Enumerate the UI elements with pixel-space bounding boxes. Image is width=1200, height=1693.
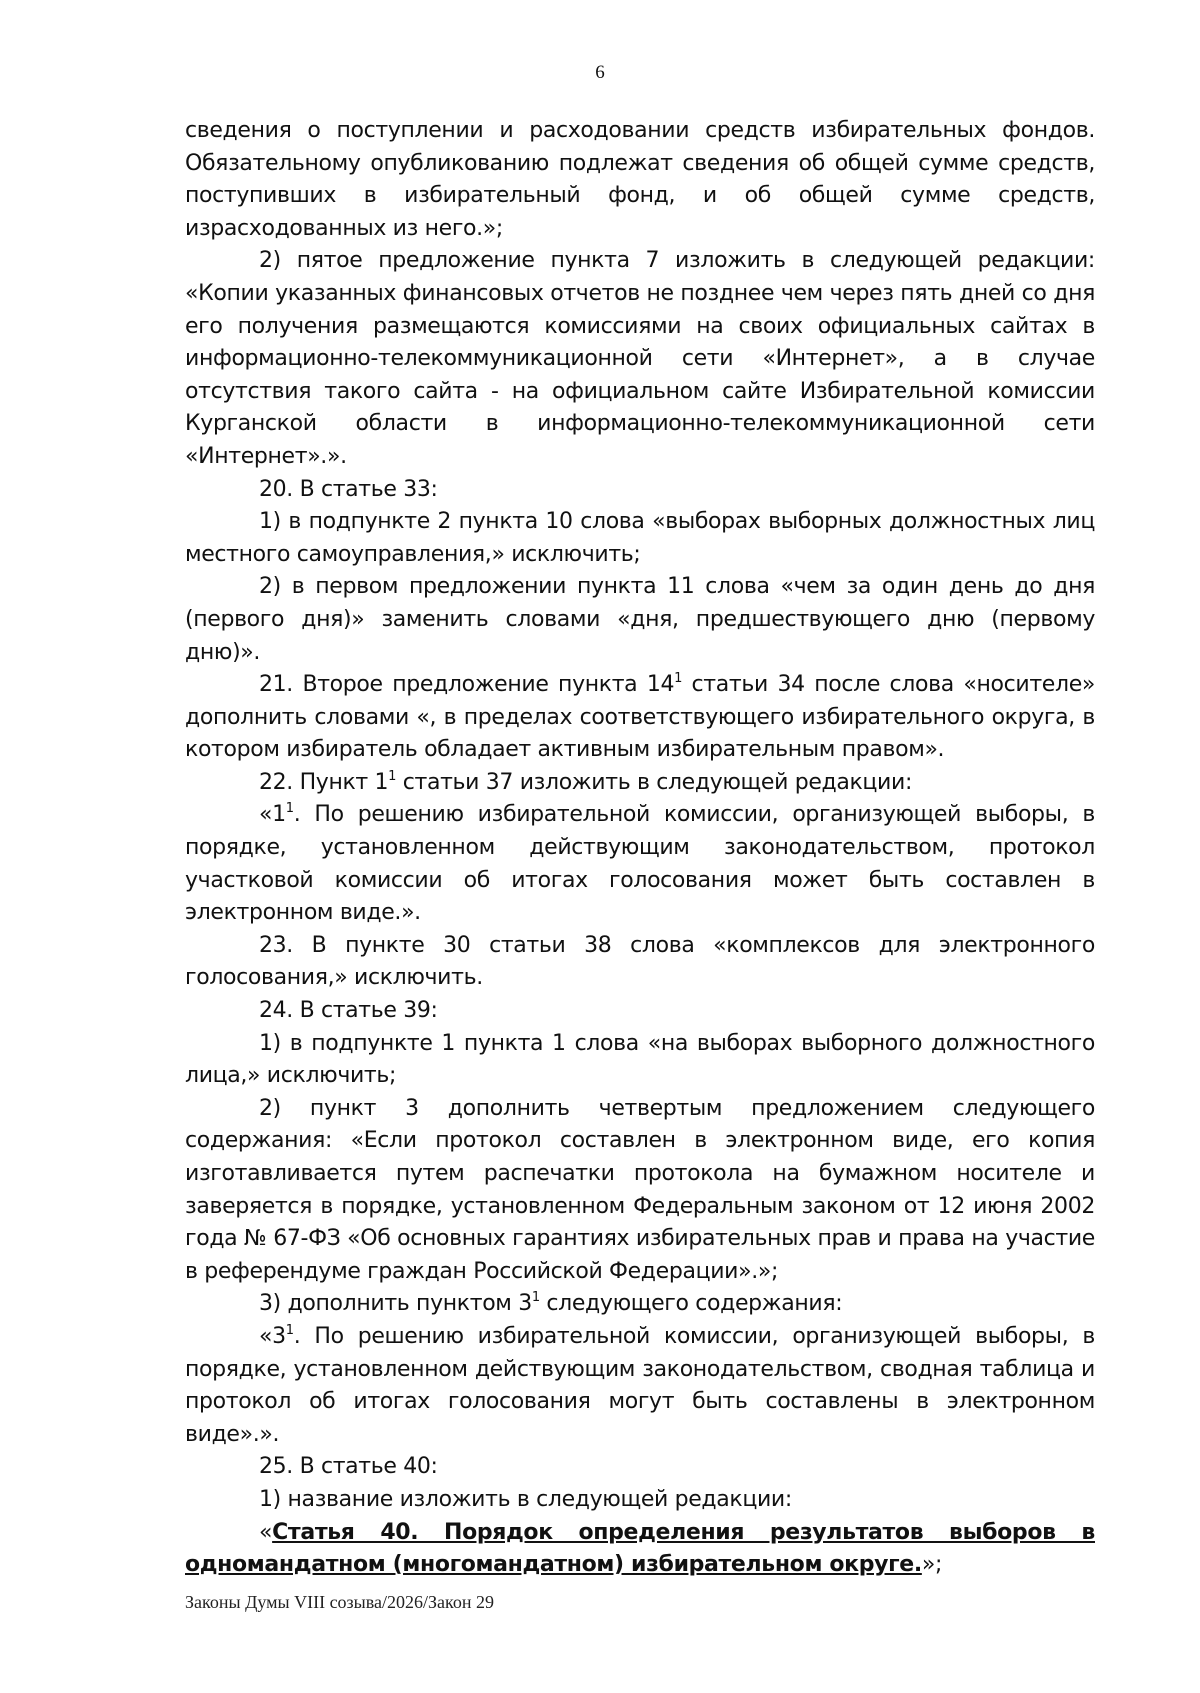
- page-number: 6: [595, 62, 605, 83]
- paragraph: сведения о поступлении и расходовании средств избирательных фондов. Обязательному опубликованию подлежат сведения об общей сумме средств, поступивших в избирательный фонд, и об общей сумме средств, израсходованных из него.»;: [185, 118, 1095, 241]
- text-run: . По решению избирательной комиссии, организующей выборы, в порядке, установленном действующим законодательством, протокол участковой комиссии об итогах голосования может быть составлен в электронном виде.».: [185, 802, 1095, 926]
- paragraph: 2) пункт 3 дополнить четвертым предложением следующего содержания: «Если протокол составлен в электронном виде, его копия изготавливается путем распечатки протокола на бумажном носителе и заверяется в порядке, установленном Федеральным законом от 12 июня 2002 года № 67-ФЗ «Об основных гарантиях избирательных прав и права на участие в референдуме граждан Российской Федерации».»;: [185, 1095, 1095, 1284]
- superscript: 1: [388, 768, 397, 784]
- text-run: 22. Пункт 1: [259, 769, 389, 795]
- paragraph: 1) название изложить в следующей редакции:: [259, 1486, 792, 1512]
- text-run: 21. Второе предложение пункта 14: [259, 672, 675, 698]
- text-run: «1: [259, 802, 286, 828]
- paragraph: [185, 1288, 1095, 1321]
- text-run: «: [259, 1519, 273, 1545]
- paragraph: [185, 799, 1095, 929]
- text-run: следующего содержания:: [539, 1291, 843, 1317]
- text-run: «3: [259, 1323, 286, 1349]
- superscript: 1: [674, 670, 683, 686]
- paragraph: [185, 1321, 1095, 1451]
- paragraph: 1) в подпункте 1 пункта 1 слова «на выборах выборного должностного лица,» исключить;: [185, 1030, 1095, 1089]
- text-run: 3) дополнить пунктом 3: [259, 1291, 532, 1317]
- paragraph: 23. В пункте 30 статьи 38 слова «комплексов для электронного голосования,» исключить.: [185, 932, 1095, 991]
- text-run: . По решению избирательной комиссии, организующей выборы, в порядке, установленном действующим законодательством, сводная таблица и протокол об итогах голосования могут быть составлены в электронном виде».».: [185, 1323, 1095, 1447]
- paragraph: [185, 1517, 1095, 1582]
- document-body: [185, 115, 1095, 1582]
- paragraph: 2) в первом предложении пункта 11 слова «чем за один день до дня (первого дня)» заменить словами «дня, предшествующего дню (первому дню)».: [185, 574, 1095, 665]
- text-run: статьи 34 после слова «носителе» дополнить словами «, в пределах соответствующего избирательного округа, в котором избиратель обладает активным избирательным правом».: [185, 672, 1095, 763]
- paragraph: 20. В статье 33:: [259, 476, 438, 502]
- paragraph: [185, 669, 1095, 767]
- article-title: Статья 40. Порядок определения результатов выборов в одномандатном (многомандатном) избирательном округе.: [185, 1519, 1095, 1578]
- paragraph: [185, 767, 1095, 800]
- paragraph: 1) в подпункте 2 пункта 10 слова «выборах выборных должностных лиц местного самоуправления,» исключить;: [185, 509, 1095, 567]
- paragraph: 25. В статье 40:: [259, 1454, 438, 1480]
- text-run: статьи 37 изложить в следующей редакции:: [396, 769, 913, 795]
- superscript: 1: [285, 801, 294, 817]
- document-footer: Законы Думы VIII созыва/2026/Закон 29: [185, 1592, 494, 1612]
- paragraph: 2) пятое предложение пункта 7 изложить в следующей редакции: «Копии указанных финансовых отчетов не позднее чем через пять дней со дня его получения размещаются комиссиями на своих официальных сайтах в информационно-телекоммуникационной сети «Интернет», а в случае отсутствия такого сайта - на официальном сайте Избирательной комиссии Курганской области в информационно-телекоммуникационной сети «Интернет».».: [185, 248, 1095, 469]
- superscript: 1: [285, 1322, 294, 1338]
- paragraph: 24. В статье 39:: [259, 998, 438, 1024]
- text-run: »;: [921, 1552, 943, 1578]
- superscript: 1: [531, 1290, 540, 1306]
